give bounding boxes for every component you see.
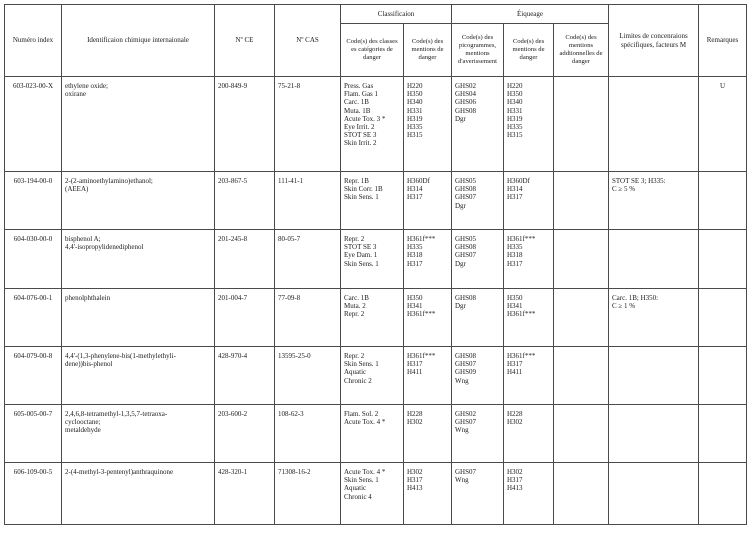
ce-number: 428-970-4	[215, 347, 275, 405]
table-row	[5, 77, 747, 172]
hazard-statements: H228 H302	[404, 405, 452, 463]
label-statements: H360Df H314 H317	[504, 172, 554, 230]
ce-number: 203-600-2	[215, 405, 275, 463]
label-statements: H361f*** H335 H318 H317	[504, 230, 554, 289]
hazard-classes: Repr. 1B Skin Corr. 1B Skin Sens. 1	[341, 172, 404, 230]
index-number: 603-023-00-X	[5, 77, 62, 172]
hazard-statements: H302 H317 H413	[404, 463, 452, 525]
supplementary-statements	[554, 463, 609, 525]
cas-number: 80-05-7	[275, 230, 341, 289]
ce-number: 428-320-1	[215, 463, 275, 525]
remarks: U	[699, 77, 747, 172]
remarks	[699, 463, 747, 525]
concentration-limits: STOT SE 3; H335: C ≥ 5 %	[609, 172, 699, 230]
chemical-name: phenolphthalein	[62, 289, 215, 347]
remarks	[699, 289, 747, 347]
index-number: 606-109-00-5	[5, 463, 62, 525]
chemical-name: 4,4'-(1,3-phenylene-bis(1-methylethyli- dene))bis-phenol	[62, 347, 215, 405]
cas-number: 108-62-3	[275, 405, 341, 463]
supplementary-statements	[554, 230, 609, 289]
pictogram-codes: GHS02 GHS07 Wng	[452, 405, 504, 463]
hazard-statements: H361f*** H317 H411	[404, 347, 452, 405]
hazard-classes: Carc. 1B Muta. 2 Repr. 2	[341, 289, 404, 347]
ce-number: 203-867-5	[215, 172, 275, 230]
cas-number: 75-21-8	[275, 77, 341, 172]
label-statements: H302 H317 H413	[504, 463, 554, 525]
header-classification: Classificaion	[341, 5, 452, 24]
hazard-statements: H350 H341 H361f***	[404, 289, 452, 347]
header-label-statements: Code(s) des mentions de danger	[504, 24, 554, 77]
ce-number: 200-849-9	[215, 77, 275, 172]
supplementary-statements	[554, 77, 609, 172]
index-number: 604-076-00-1	[5, 289, 62, 347]
supplementary-statements	[554, 405, 609, 463]
label-statements: H350 H341 H361f***	[504, 289, 554, 347]
chemical-name: 2-(2-aminoethylamino)ethanol; (AEEA)	[62, 172, 215, 230]
cas-number: 111-41-1	[275, 172, 341, 230]
table-row	[5, 347, 747, 405]
header-ce: Nº CE	[215, 5, 275, 77]
supplementary-statements	[554, 289, 609, 347]
hazard-classes: Repr. 2 Skin Sens. 1 Aquatic Chronic 2	[341, 347, 404, 405]
remarks	[699, 405, 747, 463]
chemical-name: 2-(4-methyl-3-pentenyl)anthraquinone	[62, 463, 215, 525]
hazard-classes: Flam. Sol. 2 Acute Tox. 4 *	[341, 405, 404, 463]
pictogram-codes: GHS08 Dgr	[452, 289, 504, 347]
pictogram-codes: GHS05 GHS08 GHS07 Dgr	[452, 230, 504, 289]
cas-number: 71308-16-2	[275, 463, 341, 525]
remarks	[699, 347, 747, 405]
header-supplementary: Code(s) des mentions addiionnelles de danger	[554, 24, 609, 77]
hazard-classes: Press. Gas Flam. Gas 1 Carc. 1B Muta. 1B Acute Tox. 3 * Eye Irrit. 2 STOT SE 3 Skin Irrit. 2	[341, 77, 404, 172]
header-remarks: Remarques	[699, 5, 747, 77]
pictogram-codes: GHS02 GHS04 GHS06 GHS08 Dgr	[452, 77, 504, 172]
concentration-limits: Carc. 1B; H350: C ≥ 1 %	[609, 289, 699, 347]
chemical-name: bisphenol A; 4,4'-isopropylidenediphenol	[62, 230, 215, 289]
hazard-statements: H220 H350 H340 H331 H319 H335 H315	[404, 77, 452, 172]
concentration-limits	[609, 77, 699, 172]
table-row	[5, 463, 747, 525]
cas-number: 13595-25-0	[275, 347, 341, 405]
ce-number: 201-245-8	[215, 230, 275, 289]
concentration-limits	[609, 230, 699, 289]
header-identification: Identificaion chimique internaionale	[62, 5, 215, 77]
index-number: 603-194-00-0	[5, 172, 62, 230]
cas-number: 77-09-8	[275, 289, 341, 347]
remarks	[699, 172, 747, 230]
label-statements: H228 H302	[504, 405, 554, 463]
chemical-name: ethylene oxide; oxirane	[62, 77, 215, 172]
hazard-classification-table	[4, 4, 747, 525]
label-statements: H220 H350 H340 H331 H319 H335 H315	[504, 77, 554, 172]
index-number: 604-079-00-8	[5, 347, 62, 405]
header-hazard-classes: Code(s) des classes es catégories de danger	[341, 24, 404, 77]
header-limits: Limites de concenraions spécifiques, facteurs M	[609, 5, 699, 77]
header-pictograms: Code(s) des picogrammes, mentions d'averissement	[452, 24, 504, 77]
pictogram-codes: GHS07 Wng	[452, 463, 504, 525]
pictogram-codes: GHS08 GHS07 GHS09 Wng	[452, 347, 504, 405]
table-row	[5, 289, 747, 347]
ce-number: 201-004-7	[215, 289, 275, 347]
supplementary-statements	[554, 172, 609, 230]
hazard-statements: H360Df H314 H317	[404, 172, 452, 230]
pictogram-codes: GHS05 GHS08 GHS07 Dgr	[452, 172, 504, 230]
remarks	[699, 230, 747, 289]
hazard-statements: H361f*** H335 H318 H317	[404, 230, 452, 289]
hazard-classes: Repr. 2 STOT SE 3 Eye Dam. 1 Skin Sens. 1	[341, 230, 404, 289]
concentration-limits	[609, 405, 699, 463]
header-hazard-statements: Code(s) des mentions de danger	[404, 24, 452, 77]
index-number: 605-005-00-7	[5, 405, 62, 463]
concentration-limits	[609, 463, 699, 525]
chemical-name: 2,4,6,8-tetramethyl-1,3,5,7-tetraoxa- cyclooctane; metaldehyde	[62, 405, 215, 463]
hazard-classes: Acute Tox. 4 * Skin Sens. 1 Aquatic Chronic 4	[341, 463, 404, 525]
concentration-limits	[609, 347, 699, 405]
label-statements: H361f*** H317 H411	[504, 347, 554, 405]
header-index: Numéro index	[5, 5, 62, 77]
table-row	[5, 172, 747, 230]
table-row	[5, 230, 747, 289]
table-row	[5, 405, 747, 463]
header-labelling: Éiqueage	[452, 5, 609, 24]
supplementary-statements	[554, 347, 609, 405]
header-cas: Nº CAS	[275, 5, 341, 77]
index-number: 604-030-00-0	[5, 230, 62, 289]
